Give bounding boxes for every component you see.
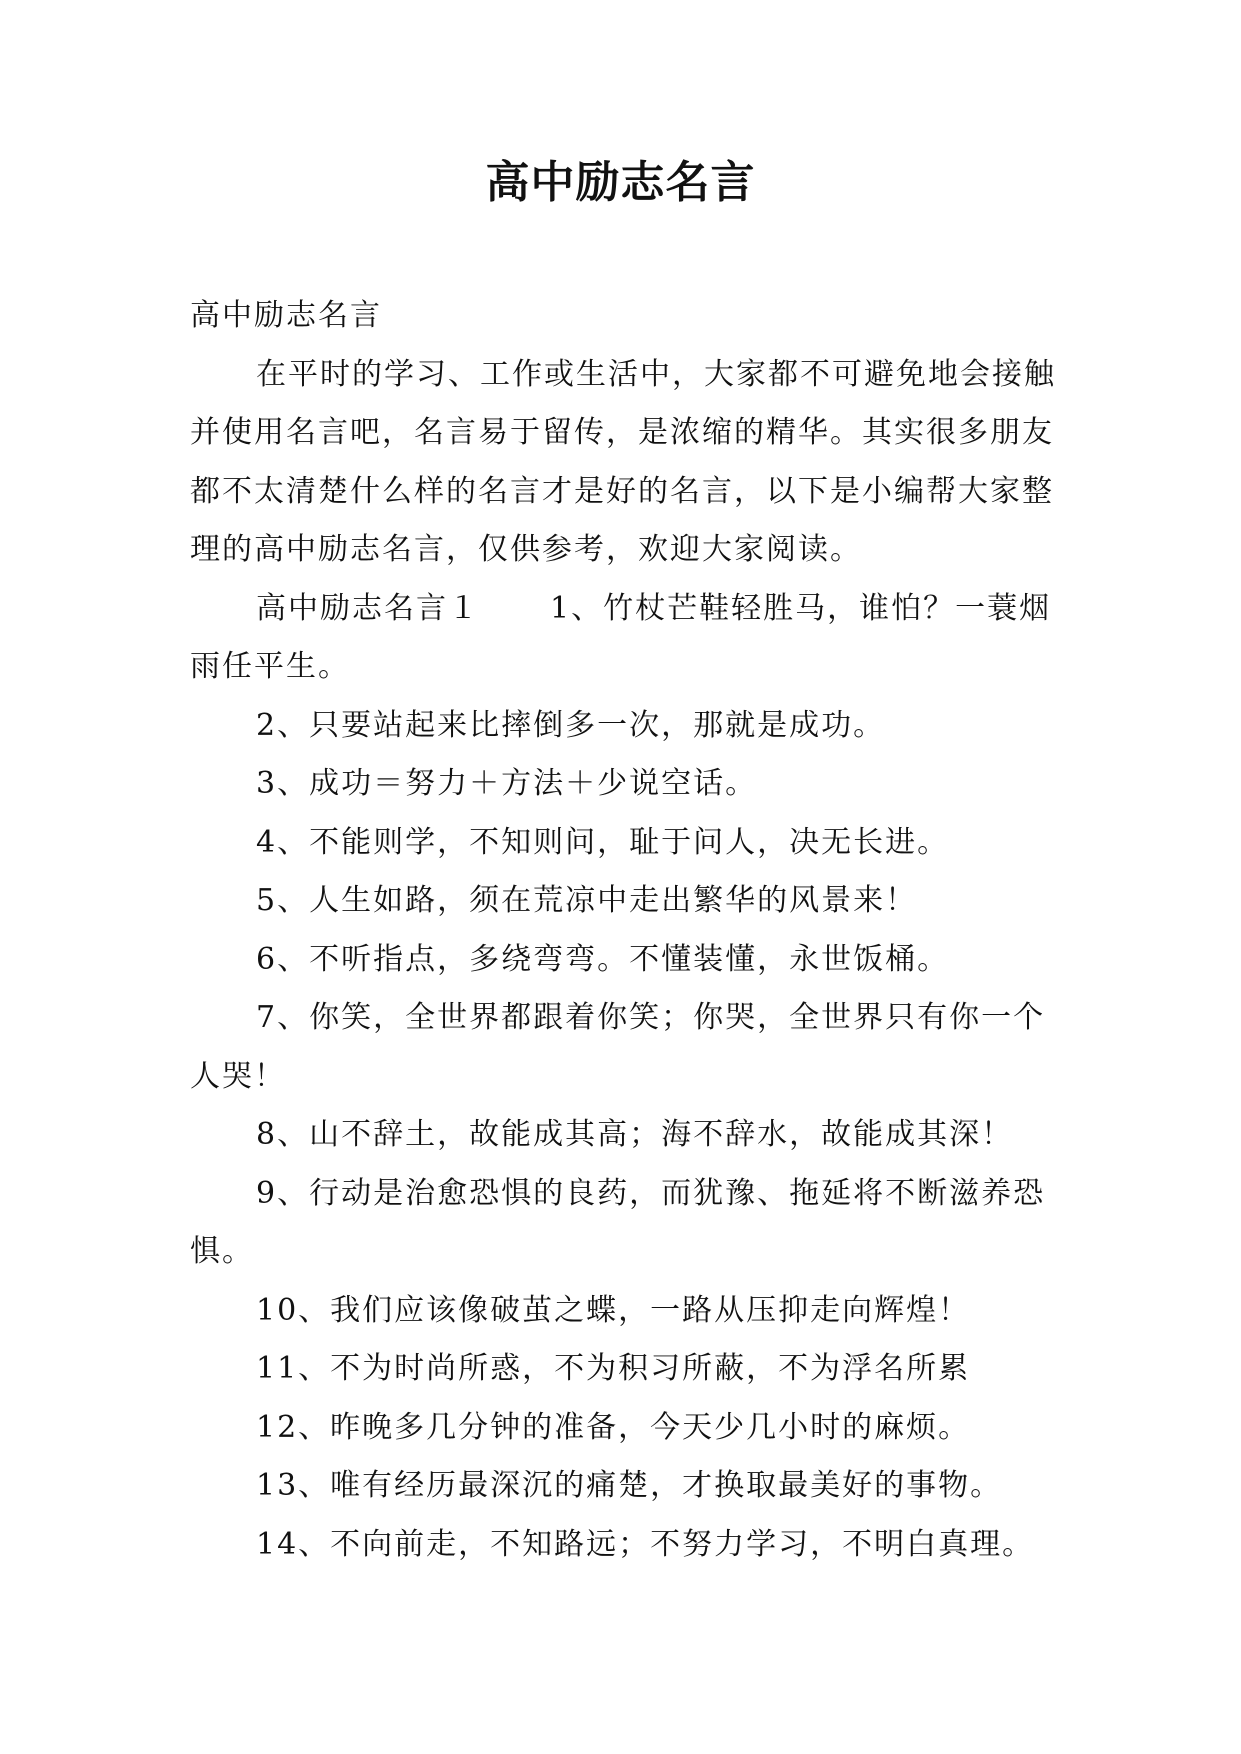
quote-paragraph-14: 14、不向前走，不知路远；不努力学习，不明白真理。 (256, 1526, 1035, 1562)
quote-paragraph-9: 9、行动是治愈恐惧的良药，而犹豫、拖延将不断滋养恐惧。 (190, 1175, 1046, 1269)
subtitle: 高中励志名言 (190, 298, 382, 333)
document-body (190, 287, 1060, 1574)
quote-paragraph-4: 4、不能则学，不知则问，耻于问人，决无长进。 (256, 824, 950, 860)
quote-paragraph-8: 8、山不辞土，故能成其高；海不辞水，故能成其深！ (256, 1117, 1014, 1152)
quote-paragraph-10: 10、我们应该像破茧之蝶，一路从压抑走向辉煌！ (256, 1292, 971, 1328)
intro-paragraph: 在平时的学习、工作或生活中，大家都不可避免地会接触并使用名言吧，名言易于留传，是浓缩的精华。其实很多朋友都不太清楚什么样的名言才是好的名言，以下是小编帮大家整理的高中励志名言，仅供参考，欢迎大家阅读。 (190, 356, 1056, 567)
quote-paragraph-11: 11、不为时尚所惑，不为积习所蔽，不为浮名所累 (256, 1351, 971, 1386)
quote-paragraph-5: 5、人生如路，须在荒凉中走出繁华的风景来！ (256, 883, 918, 918)
document-title: 高中励志名言 (485, 157, 756, 208)
quote-paragraph-7: 7、你笑，全世界都跟着你笑；你哭，全世界只有你一个人哭！ (190, 1000, 1046, 1094)
quote-paragraph-3: 3、成功＝努力＋方法＋少说空话。 (256, 766, 758, 801)
quote-paragraph-1 (190, 580, 1060, 697)
quote-paragraph-13: 13、唯有经历最深沉的痛楚，才换取最美好的事物。 (256, 1468, 1003, 1503)
quote-text: 1、竹杖芒鞋轻胜马，谁怕？一蓑烟雨任平生。 (190, 590, 1052, 684)
quote-paragraph-6: 6、不听指点，多绕弯弯。不懂装懂，永世饭桶。 (256, 941, 950, 977)
quote-paragraph-2: 2、只要站起来比摔倒多一次，那就是成功。 (256, 707, 886, 743)
quote-paragraph-12: 12、昨晚多几分钟的准备，今天少几小时的麻烦。 (256, 1409, 971, 1445)
section-heading: 高中励志名言１ (256, 590, 480, 626)
